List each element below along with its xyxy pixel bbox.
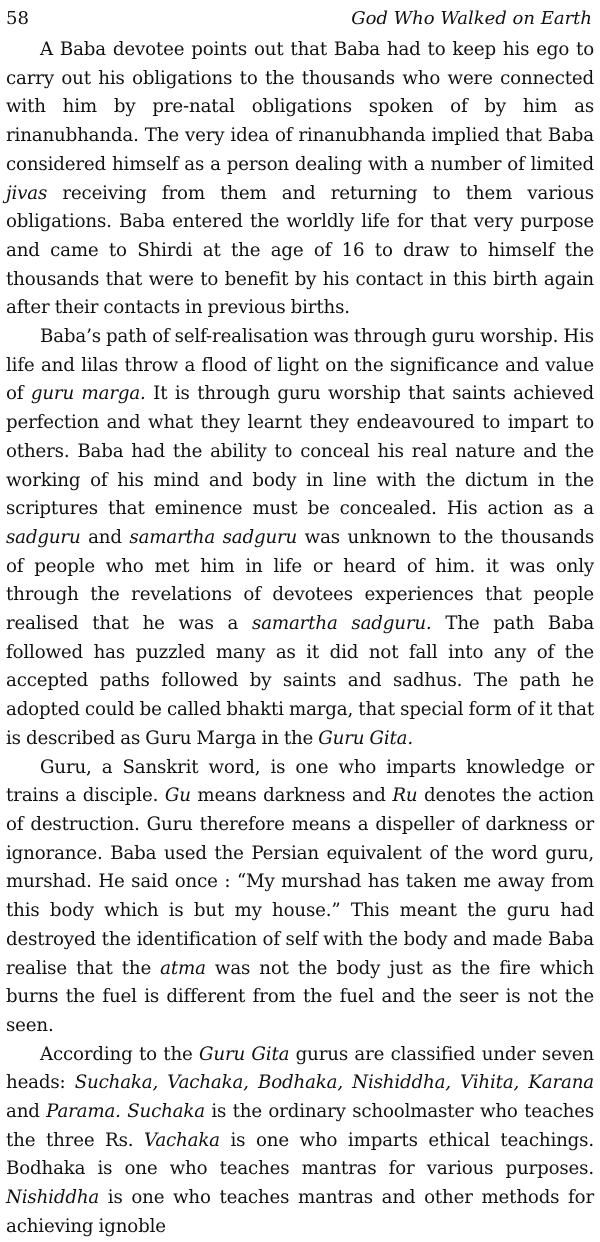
italic-term: Parama. Suchaka (46, 1101, 205, 1123)
text-run: means darkness and (190, 785, 393, 807)
text-run: is one who imparts ethical teachings. Bodhaka is one who teaches mantras for various purposes. (6, 1129, 594, 1180)
paragraph-3 (6, 754, 594, 1041)
text-run: is one who teaches mantras and other methods for achieving ignoble (6, 1187, 594, 1237)
text-run: is the ordinary schoolmaster who teaches the three Rs. (6, 1101, 594, 1151)
text-run: denotes the action of destruction. Guru therefore means a dispeller of darkness or ignorance. Baba used the Persian equivalent of the word guru, murshad. He said once : “My murshad has taken me away from this body which is but my house.” This meant the guru had destroyed the identification of self with the body and made Baba realise that the (6, 785, 594, 979)
paragraph-2 (6, 323, 594, 754)
page-header (6, 0, 594, 30)
text-run: and (80, 526, 130, 548)
paragraph-4 (6, 1041, 594, 1242)
italic-term: Vachaka (144, 1129, 220, 1151)
text-run: gurus are classified under seven heads: (6, 1043, 594, 1094)
text-run: It is through guru worship that saints achieved perfection and what they learnt they endeavoured to impart to others. Baba had the ability to conceal his real nature and the working of his mind and body in line with the dictum in the scriptures that eminence must be concealed. His action as a (6, 383, 594, 520)
text-run: was not the body just as the fire which burns the fuel is different from the fuel and the seer is not the seen. (6, 957, 594, 1036)
text-run: and (6, 1101, 47, 1123)
italic-term: samartha sadguru. (252, 613, 432, 635)
text-run: According to the (40, 1043, 199, 1065)
text-run: A Baba devotee points out that Baba had to keep his ego to carry out his obligations to the thousands who were connected with him by pre-natal obligations spoken of by him as rinanubhanda. The very idea of rinanubhanda implied that Baba considered himself as a person dealing with a number of limited (6, 39, 594, 175)
text-run: The path Baba followed has puzzled many as it did not fall into any of the accepted paths followed by saints and sadhus. The path he adopted could be called bhakti marga, that special form of it that is described as Guru Marga in the (6, 613, 595, 749)
italic-term: Suchaka, Vachaka, Bodhaka, Nishiddha, Vihita, Karana (74, 1072, 594, 1094)
italic-term: Ru (392, 785, 418, 807)
body-text (6, 36, 594, 1242)
italic-term: atma (160, 957, 206, 979)
page-number: 58 (6, 8, 29, 29)
paragraph-1 (6, 36, 594, 323)
text-run: receiving from them and returning to them various obligations. Baba entered the worldly life for that very purpose and came to Shirdi at the age of 16 to draw to himself the thousands that were to benefit by his contact in this birth again after their contacts in previous births. (6, 182, 594, 319)
text-run: Baba’s path of self-realisation was through guru worship. His life and lilas throw a flood of light on the significance and value of (6, 326, 594, 405)
italic-term: jivas (6, 182, 48, 204)
italic-term: Gu (164, 785, 191, 807)
italic-term: Nishiddha (6, 1187, 100, 1209)
italic-term: Guru Gita (199, 1043, 290, 1065)
italic-term: guru marga. (30, 383, 146, 405)
italic-term: samartha sadguru (129, 526, 298, 548)
text-run: Guru, a Sanskrit word, is one who imparts knowledge or trains a disciple. (6, 756, 594, 807)
italic-term: Guru Gita. (318, 727, 414, 749)
running-title: God Who Walked on Earth (351, 8, 592, 29)
text-run: was unknown to the thousands of people who met him in life or heard of him. it was only through the revelations of devotees experiences that people realised that he was a (6, 526, 595, 635)
italic-term: sadguru (6, 526, 81, 548)
